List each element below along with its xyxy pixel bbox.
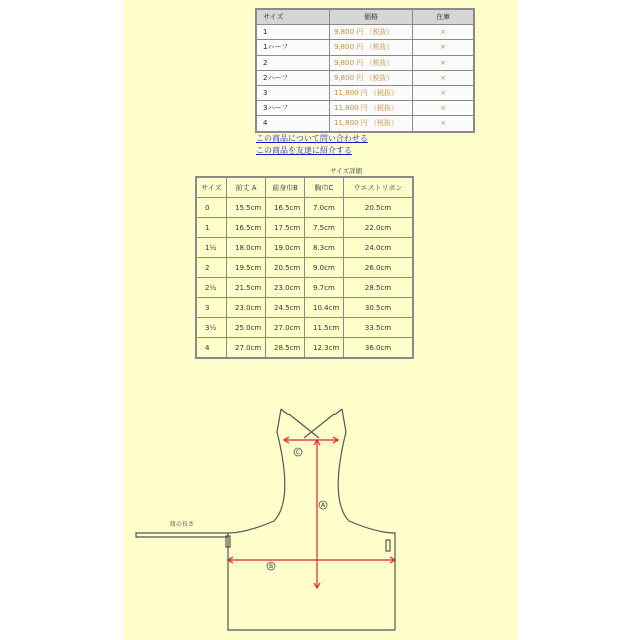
size-cell-waist-ribbon: 24.0cm xyxy=(344,238,414,258)
size-row xyxy=(196,298,413,318)
price-table-header xyxy=(256,9,474,25)
header-front-width: 前身巾B xyxy=(266,177,305,198)
price-cell-price: 9,800 円 （税抜） xyxy=(330,55,413,70)
header-price: 価格 xyxy=(330,9,413,25)
size-cell-chest-width: 10.4cm xyxy=(305,298,344,318)
header-chest-width: 胸巾C xyxy=(305,177,344,198)
size-row xyxy=(196,258,413,278)
product-page xyxy=(124,0,518,640)
price-cell-price: 9,800 円 （税抜） xyxy=(330,25,413,40)
marker-a: A xyxy=(320,502,326,510)
apron-outline xyxy=(228,409,395,630)
size-cell-front-width: 23.0cm xyxy=(266,278,305,298)
price-cell-stock: × xyxy=(413,116,475,132)
price-row xyxy=(256,116,474,132)
header-stock: 在庫 xyxy=(413,9,475,25)
size-cell-size: 3½ xyxy=(196,318,227,338)
size-cell-waist-ribbon: 26.0cm xyxy=(344,258,414,278)
header-size: サイズ xyxy=(196,177,227,198)
size-cell-chest-width: 9.7cm xyxy=(305,278,344,298)
price-cell-price: 11,800 円 （税抜） xyxy=(330,85,413,100)
price-row xyxy=(256,85,474,100)
size-cell-waist-ribbon: 33.5cm xyxy=(344,318,414,338)
size-cell-size: 2½ xyxy=(196,278,227,298)
price-cell-stock: × xyxy=(413,70,475,85)
price-cell-price: 9,800 円 （税抜） xyxy=(330,70,413,85)
size-cell-front-length: 27.0cm xyxy=(227,338,266,359)
price-row xyxy=(256,101,474,116)
size-cell-front-width: 17.5cm xyxy=(266,218,305,238)
size-details-caption: サイズ詳細 xyxy=(330,167,362,175)
price-cell-size: 2 xyxy=(256,55,330,70)
header-waist-ribbon: ウエストリボン xyxy=(344,177,414,198)
ribbon-length-label: 紐の長さ xyxy=(169,521,195,528)
size-cell-size: 0 xyxy=(196,198,227,218)
price-cell-stock: × xyxy=(413,101,475,116)
strap-top xyxy=(281,409,289,414)
size-cell-front-width: 27.0cm xyxy=(266,318,305,338)
size-cell-front-width: 20.5cm xyxy=(266,258,305,278)
price-cell-stock: × xyxy=(413,40,475,55)
price-cell-size: 1ハーフ xyxy=(256,40,330,55)
price-cell-price: 11,800 円 （税抜） xyxy=(330,116,413,132)
apron-diagram xyxy=(124,400,518,640)
size-cell-front-width: 28.5cm xyxy=(266,338,305,359)
size-cell-size: 3 xyxy=(196,298,227,318)
price-cell-stock: × xyxy=(413,55,475,70)
inquiry-link[interactable]: この商品について問い合わせる xyxy=(256,134,368,143)
strap-top-right xyxy=(334,409,342,414)
size-cell-waist-ribbon: 36.0cm xyxy=(344,338,414,359)
size-cell-front-length: 15.5cm xyxy=(227,198,266,218)
size-cell-front-length: 21.5cm xyxy=(227,278,266,298)
price-cell-size: 3ハーフ xyxy=(256,101,330,116)
size-cell-chest-width: 8.3cm xyxy=(305,238,344,258)
size-cell-chest-width: 9.0cm xyxy=(305,258,344,278)
size-table-header xyxy=(196,177,413,198)
share-link[interactable]: この商品を友達に紹介する xyxy=(256,146,352,155)
price-cell-price: 9,800 円 （税抜） xyxy=(330,40,413,55)
size-cell-size: 1½ xyxy=(196,238,227,258)
price-cell-size: 2ハーフ xyxy=(256,70,330,85)
price-cell-size: 3 xyxy=(256,85,330,100)
price-row xyxy=(256,40,474,55)
size-row xyxy=(196,318,413,338)
size-cell-front-width: 16.5cm xyxy=(266,198,305,218)
price-cell-stock: × xyxy=(413,85,475,100)
size-cell-chest-width: 7.0cm xyxy=(305,198,344,218)
header-front-length: 前丈 A xyxy=(227,177,266,198)
price-cell-price: 11,800 円 （税抜） xyxy=(330,101,413,116)
size-cell-chest-width: 11.5cm xyxy=(305,318,344,338)
size-cell-front-length: 19.5cm xyxy=(227,258,266,278)
strap-left xyxy=(289,414,319,438)
size-cell-front-width: 24.5cm xyxy=(266,298,305,318)
size-cell-size: 1 xyxy=(196,218,227,238)
size-cell-chest-width: 7.5cm xyxy=(305,218,344,238)
size-row xyxy=(196,238,413,258)
size-row xyxy=(196,278,413,298)
size-row xyxy=(196,218,413,238)
size-cell-waist-ribbon: 28.5cm xyxy=(344,278,414,298)
size-cell-waist-ribbon: 20.5cm xyxy=(344,198,414,218)
marker-b: B xyxy=(268,563,274,571)
header-size: サイズ xyxy=(256,9,330,25)
size-cell-front-length: 25.0cm xyxy=(227,318,266,338)
size-cell-waist-ribbon: 30.5cm xyxy=(344,298,414,318)
size-cell-front-length: 18.0cm xyxy=(227,238,266,258)
size-cell-chest-width: 12.3cm xyxy=(305,338,344,359)
size-cell-size: 2 xyxy=(196,258,227,278)
size-row xyxy=(196,338,413,359)
waist-ribbon-shape xyxy=(136,533,228,537)
price-cell-size: 1 xyxy=(256,25,330,40)
size-row xyxy=(196,198,413,218)
price-row xyxy=(256,55,474,70)
size-cell-front-length: 16.5cm xyxy=(227,218,266,238)
strap-right xyxy=(304,414,334,438)
size-details-table xyxy=(195,176,414,359)
price-row xyxy=(256,70,474,85)
size-cell-waist-ribbon: 22.0cm xyxy=(344,218,414,238)
price-cell-size: 4 xyxy=(256,116,330,132)
price-table xyxy=(255,8,475,133)
price-row xyxy=(256,25,474,40)
size-cell-front-width: 19.0cm xyxy=(266,238,305,258)
size-cell-size: 4 xyxy=(196,338,227,359)
right-tab xyxy=(386,540,390,551)
size-cell-front-length: 23.0cm xyxy=(227,298,266,318)
price-cell-stock: × xyxy=(413,25,475,40)
marker-c: C xyxy=(295,449,301,457)
